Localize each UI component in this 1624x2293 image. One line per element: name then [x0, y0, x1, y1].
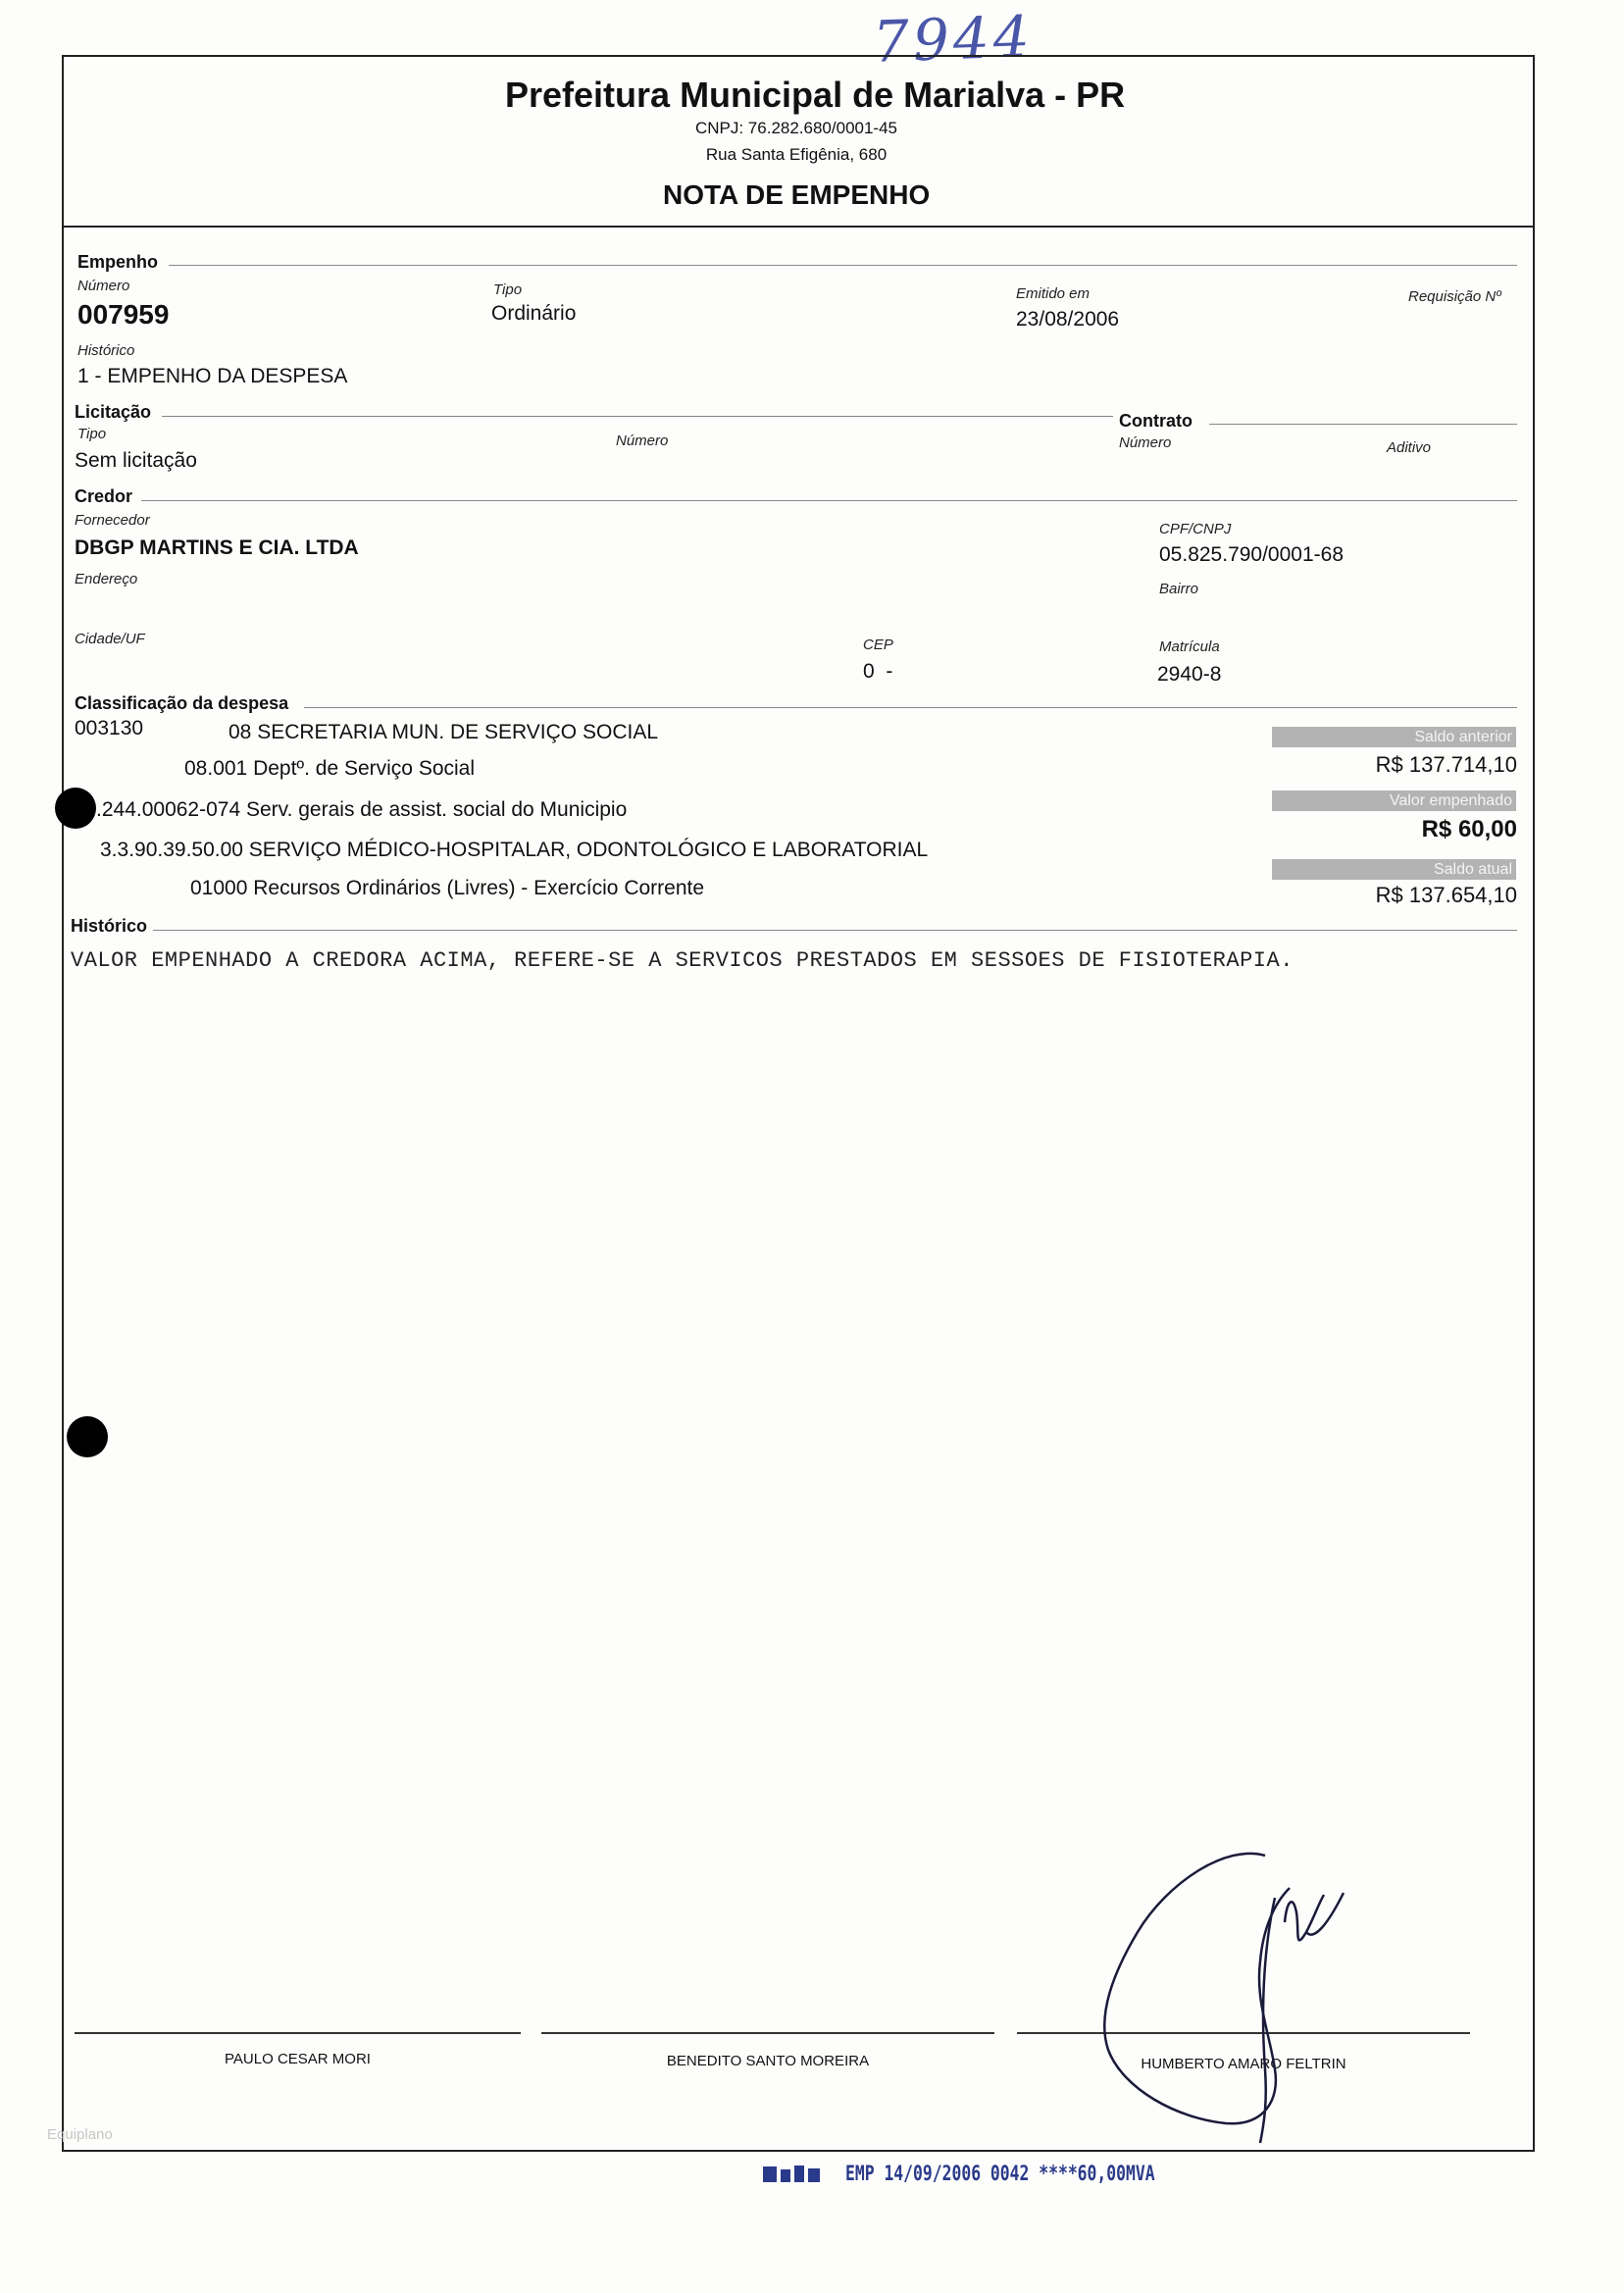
bairro-label: Bairro: [1159, 581, 1199, 597]
section-rule: [141, 500, 1517, 501]
empenho-historico: 1 - EMPENHO DA DESPESA: [77, 365, 348, 387]
empenho-tipo: Ordinário: [491, 302, 577, 325]
handwritten-signature: [1079, 1844, 1393, 2158]
signatory-name: HUMBERTO AMARO FELTRIN: [1141, 2056, 1346, 2072]
valor-empenhado-value: R$ 60,00: [1421, 816, 1517, 842]
payment-stamp: EMP 14/09/2006 0042 ****60,00MVA: [845, 2162, 1155, 2185]
section-rule: [153, 930, 1517, 931]
section-licitacao: Licitação: [75, 402, 152, 422]
punch-hole: [67, 1416, 108, 1457]
contrato-numero-label: Número: [1119, 434, 1172, 451]
section-empenho: Empenho: [77, 252, 159, 272]
signatory-name: BENEDITO SANTO MOREIRA: [666, 2053, 870, 2069]
saldo-atual-value: R$ 137.654,10: [1375, 883, 1517, 907]
classificacao-line: 08 SECRETARIA MUN. DE SERVIÇO SOCIAL: [228, 721, 659, 743]
section-credor: Credor: [75, 486, 133, 506]
software-mark: Equiplano: [47, 2126, 113, 2143]
cpf-cnpj-value: 05.825.790/0001-68: [1159, 543, 1345, 566]
signatory-name: PAULO CESAR MORI: [225, 2051, 371, 2067]
emitido-label: Emitido em: [1016, 285, 1091, 302]
saldo-anterior-value: R$ 137.714,10: [1375, 752, 1517, 777]
emitido-date: 23/08/2006: [1016, 308, 1120, 331]
address-text: Rua Santa Efigênia, 680: [705, 145, 888, 164]
cnpj-text: CNPJ: 76.282.680/0001-45: [694, 119, 898, 137]
historico-text: VALOR EMPENHADO A CREDORA ACIMA, REFERE-SE A SERVICOS PRESTADOS EM SESSOES DE FISIOTERAPIA.: [71, 948, 1294, 973]
cpf-cnpj-label: CPF/CNPJ: [1159, 521, 1232, 537]
section-rule: [1209, 424, 1517, 425]
section-rule: [162, 416, 1113, 417]
empenho-numero-label: Número: [77, 278, 130, 294]
classificacao-line: 01000 Recursos Ordinários (Livres) - Exercício Corrente: [190, 877, 705, 899]
signature-line: [541, 2032, 994, 2034]
cep-label: CEP: [863, 637, 893, 653]
licitacao-tipo: Sem licitação: [75, 449, 197, 472]
saldo-atual-label: Saldo atual: [1272, 859, 1516, 880]
document-title: NOTA DE EMPENHO: [663, 179, 931, 210]
requisicao-label: Requisição Nº: [1408, 288, 1501, 305]
licitacao-numero-label: Número: [616, 433, 669, 449]
classificacao-code: 003130: [75, 717, 144, 739]
fornecedor-name: DBGP MARTINS E CIA. LTDA: [75, 536, 359, 559]
empenho-historico-label: Histórico: [77, 342, 135, 359]
prefeitura-title: Prefeitura Municipal de Marialva - PR: [505, 75, 1126, 115]
cidade-uf-label: Cidade/UF: [75, 631, 145, 647]
signature-line: [75, 2032, 521, 2034]
section-classificacao: Classificação da despesa: [75, 693, 289, 713]
classificacao-line: 3.3.90.39.50.00 SERVIÇO MÉDICO-HOSPITALAR, ODONTOLÓGICO E LABORATORIAL: [100, 839, 929, 861]
stamp-logo-icon: [763, 2164, 822, 2185]
punch-hole: [55, 788, 96, 829]
valor-empenhado-label: Valor empenhado: [1272, 790, 1516, 811]
saldo-anterior-label: Saldo anterior: [1272, 727, 1516, 747]
empenho-tipo-label: Tipo: [493, 281, 523, 298]
section-historico: Histórico: [71, 916, 148, 936]
licitacao-tipo-label: Tipo: [77, 426, 107, 442]
section-rule: [304, 707, 1517, 708]
handwritten-document-number: 7944: [871, 3, 1035, 76]
section-rule: [169, 265, 1517, 266]
classificacao-line: 08.001 Deptº. de Serviço Social: [184, 757, 476, 780]
classificacao-line: .244.00062-074 Serv. gerais de assist. social do Municipio: [96, 798, 628, 821]
matricula-label: Matrícula: [1159, 638, 1220, 655]
cep-value: 0 -: [863, 660, 893, 683]
fornecedor-label: Fornecedor: [75, 512, 150, 529]
contrato-aditivo-label: Aditivo: [1387, 439, 1432, 456]
endereco-label: Endereço: [75, 571, 138, 587]
empenho-numero: 007959: [77, 299, 170, 330]
matricula-value: 2940-8: [1157, 663, 1222, 686]
section-contrato: Contrato: [1119, 411, 1193, 431]
header-divider: [62, 226, 1535, 228]
